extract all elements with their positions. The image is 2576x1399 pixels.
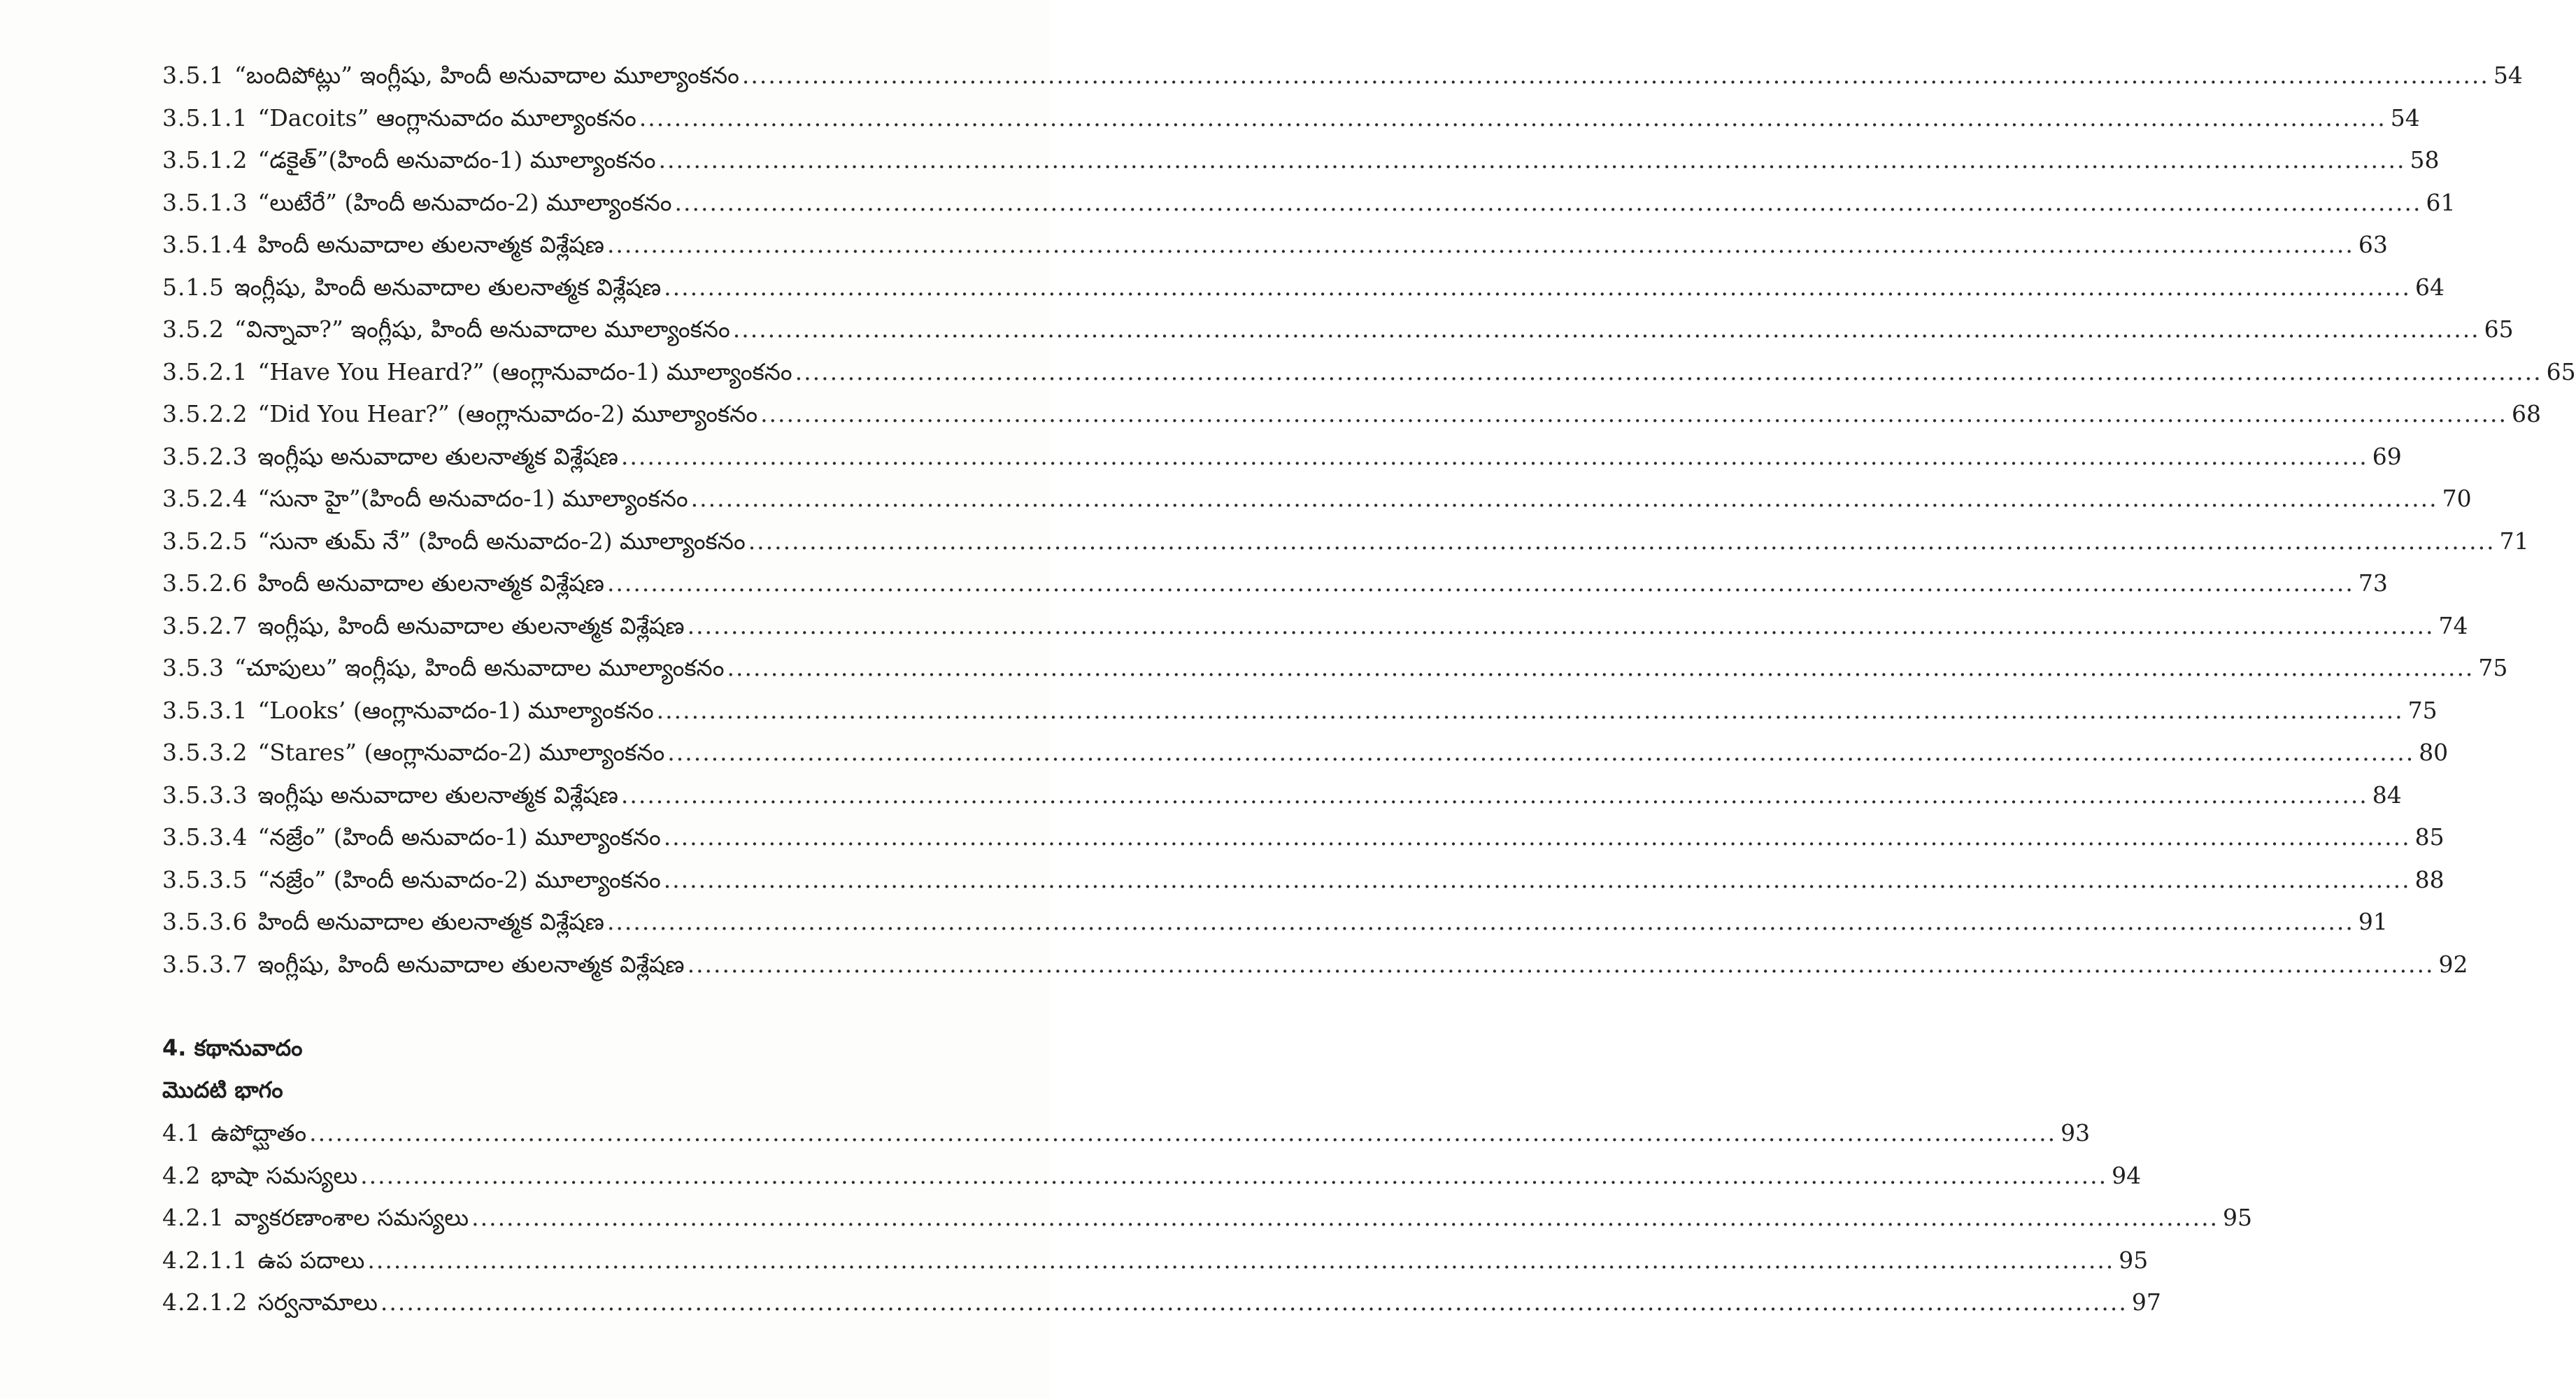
toc-entry-title: “సునా తుమ్ నే” (హిందీ అనువాదం-2) మూల్యాంకనం (257, 527, 746, 555)
toc-entry-page-number: 70 (2442, 485, 2472, 512)
toc-entry-title: “Have You Heard?” (ఆంగ్లానువాదం-1) మూల్యాంకనం (257, 357, 792, 385)
toc-entry (162, 1155, 2142, 1198)
toc-entry (162, 478, 2472, 520)
toc-entry-leader-dots (657, 690, 2404, 732)
toc-entry-page-number: 71 (2499, 527, 2529, 555)
toc-entry-leader-dots (691, 478, 2438, 520)
toc-entry-number: 4.2.1.1 (162, 1246, 248, 1274)
toc-entry-page-number: 73 (2358, 569, 2388, 597)
toc-entry-page-number: 94 (2112, 1161, 2142, 1189)
toc-entry (162, 224, 2388, 267)
toc-entry-number: 3.5.2.3 (162, 442, 248, 470)
toc-entry-page-number: 74 (2438, 611, 2468, 639)
toc-entry-leader-dots (664, 859, 2411, 901)
chapter-heading: 4. కథానువాదం (162, 1035, 303, 1061)
toc-list-part2 (162, 1112, 2253, 1324)
toc-entry-number: 3.5.3.1 (162, 696, 248, 724)
toc-entry (162, 774, 2402, 817)
toc-entry-page-number: 88 (2414, 865, 2445, 893)
toc-entry-number: 3.5.3.7 (162, 950, 248, 978)
toc-entry-title: “సునా హై”(హిందీ అనువాదం-1) మూల్యాంకనం (257, 485, 688, 512)
toc-entry-number: 3.5.2.5 (162, 527, 248, 555)
toc-entry (162, 267, 2445, 309)
toc-entry-title: “విన్నావా?” ఇంగ్లీషు, హిందీ అనువాదాల మూల్యాంకనం (234, 315, 730, 343)
toc-entry-page-number: 93 (2061, 1119, 2091, 1146)
toc-entry-title: “బందిపోట్లు” ఇంగ్లీషు, హిందీ అనువాదాల మూల్యాంకనం (234, 62, 739, 89)
toc-entry-page-number: 91 (2358, 908, 2388, 935)
toc-entry-number: 3.5.2.7 (162, 611, 248, 639)
toc-entry-leader-dots (742, 55, 2489, 97)
toc-entry-page-number: 61 (2426, 188, 2456, 216)
toc-entry-title: ఇంగ్లీషు, హిందీ అనువాదాల తులనాత్మక విశ్లేషణ (234, 273, 662, 301)
toc-entry-leader-dots (607, 224, 2354, 266)
toc-entry-page-number: 84 (2372, 781, 2402, 809)
toc-entry-page-number: 54 (2390, 104, 2420, 132)
toc-entry-page-number: 95 (2119, 1246, 2149, 1274)
toc-entry (162, 732, 2449, 774)
toc-entry-title: హిందీ అనువాదాల తులనాత్మక విశ్లేషణ (257, 569, 604, 597)
toc-entry-title: “Stares” (ఆంగ్లానువాదం-2) మూల్యాంకనం (257, 739, 665, 766)
toc-entry (162, 182, 2456, 225)
toc-entry-number: 4.1 (162, 1119, 201, 1146)
toc-entry (162, 901, 2388, 944)
toc-list-part1 (162, 55, 2576, 986)
toc-entry (162, 816, 2445, 859)
toc-entry-title: ఇంగ్లీషు, హిందీ అనువాదాల తులనాత్మక విశ్లేషణ (257, 950, 685, 978)
toc-entry-page-number: 64 (2415, 273, 2445, 301)
toc-entry-page-number: 58 (2410, 146, 2440, 173)
toc-entry-title: ఇంగ్లీషు అనువాదాల తులనాత్మక విశ్లేషణ (257, 442, 618, 470)
toc-entry-leader-dots (664, 267, 2411, 308)
toc-entry (162, 351, 2576, 394)
toc-entry-title: “చూపులు” ఇంగ్లీషు, హిందీ అనువాదాల మూల్యాంకనం (234, 654, 725, 681)
toc-entry-number: 4.2.1 (162, 1204, 225, 1231)
toc-entry-page-number: 54 (2493, 62, 2523, 89)
toc-entry-number: 3.5.3.2 (162, 739, 248, 766)
toc-entry-number: 3.5.2.6 (162, 569, 248, 597)
toc-entry-title: “నజ్రేం” (హిందీ అనువాదం-1) మూల్యాంకనం (257, 823, 661, 851)
toc-entry-leader-dots (367, 1240, 2114, 1281)
toc-entry-number: 3.5.1.4 (162, 231, 248, 258)
toc-entry-page-number: 65 (2546, 357, 2576, 385)
toc-entry (162, 944, 2468, 986)
toc-entry-leader-dots (309, 1112, 2056, 1154)
toc-entry (162, 690, 2438, 732)
toc-entry-leader-dots (607, 562, 2354, 604)
toc-entry-leader-dots (727, 647, 2474, 689)
chapter-section (162, 1027, 904, 1111)
toc-entry-number: 4.2 (162, 1161, 201, 1189)
toc-entry (162, 1112, 2091, 1155)
toc-entry-title: “Dacoits” ఆంగ్లానువాదం మూల్యాంకనం (257, 104, 636, 132)
toc-entry-page-number: 68 (2512, 400, 2542, 427)
toc-entry (162, 647, 2508, 690)
toc-entry-title: “లుటేరే” (హిందీ అనువాదం-2) మూల్యాంకనం (257, 188, 672, 216)
toc-entry (162, 55, 2523, 97)
toc-entry (162, 605, 2468, 648)
toc-entry-leader-dots (360, 1155, 2107, 1197)
toc-entry-leader-dots (380, 1281, 2128, 1323)
toc-entry-title: “డకైత్”(హిందీ అనువాదం-1) మూల్యాంకనం (257, 146, 656, 173)
toc-entry-leader-dots (659, 139, 2406, 181)
toc-entry-number: 3.5.3.4 (162, 823, 248, 851)
toc-entry (162, 393, 2542, 436)
toc-entry-title: భాషా సమస్యలు (211, 1161, 358, 1189)
toc-entry-title: ఇంగ్లీషు, హిందీ అనువాదాల తులనాత్మక విశ్లేషణ (257, 611, 685, 639)
toc-entry-leader-dots (639, 97, 2386, 139)
toc-entry-leader-dots (733, 308, 2480, 350)
toc-entry-number: 3.5.2.2 (162, 400, 248, 427)
toc-entry-title: హిందీ అనువాదాల తులనాత్మక విశ్లేషణ (257, 231, 604, 258)
toc-entry-number: 3.5.2 (162, 315, 225, 343)
toc-entry (162, 859, 2445, 902)
toc-entry-title: హిందీ అనువాదాల తులనాత్మక విశ్లేషణ (257, 908, 604, 935)
toc-entry-page-number: 63 (2358, 231, 2388, 258)
toc-entry-title: ఉపోద్ఘాతం (211, 1119, 307, 1146)
toc-entry-leader-dots (621, 436, 2368, 478)
toc-entry-number: 4.2.1.2 (162, 1288, 248, 1316)
toc-entry-title: “Did You Hear?” (ఆంగ్లానువాదం-2) మూల్యాంకనం (257, 400, 758, 427)
toc-entry-title: “Looks’ (ఆంగ్లానువాదం-1) మూల్యాంకనం (257, 696, 654, 724)
toc-entry (162, 562, 2388, 605)
toc-entry-number: 5.1.5 (162, 273, 225, 301)
toc-entry-title: వ్యాకరణాంశాల సమస్యలు (234, 1204, 469, 1231)
toc-entry (162, 520, 2529, 563)
toc-entry-leader-dots (471, 1197, 2219, 1239)
toc-entry-number: 3.5.2.1 (162, 357, 248, 385)
toc-entry-number: 3.5.1 (162, 62, 225, 89)
toc-entry (162, 139, 2440, 182)
toc-entry-page-number: 97 (2131, 1288, 2161, 1316)
toc-entry-number: 3.5.3.6 (162, 908, 248, 935)
toc-entry-leader-dots (664, 816, 2411, 858)
toc-entry-title: ఇంగ్లీషు అనువాదాల తులనాత్మక విశ్లేషణ (257, 781, 618, 809)
toc-entry (162, 97, 2420, 140)
toc-entry-leader-dots (667, 732, 2414, 774)
toc-entry-leader-dots (748, 520, 2496, 562)
toc-entry-page-number: 92 (2438, 950, 2468, 978)
toc-entry-page-number: 75 (2478, 654, 2508, 681)
toc-entry-number: 3.5.3 (162, 654, 225, 681)
toc-entry (162, 1197, 2253, 1240)
toc-entry-page-number: 95 (2223, 1204, 2253, 1231)
toc-entry (162, 1281, 2161, 1324)
toc-entry-title: సర్వనామాలు (257, 1288, 378, 1316)
toc-entry-leader-dots (760, 393, 2507, 435)
toc-entry-leader-dots (688, 944, 2435, 986)
toc-entry-leader-dots (675, 182, 2422, 224)
toc-entry-leader-dots (621, 774, 2368, 816)
toc-entry-page-number: 69 (2372, 442, 2402, 470)
toc-entry (162, 1240, 2149, 1282)
toc-entry-leader-dots (688, 605, 2435, 647)
toc-entry-page-number: 80 (2419, 739, 2449, 766)
toc-entry-leader-dots (607, 901, 2354, 943)
toc-entry-number: 3.5.3.3 (162, 781, 248, 809)
toc-entry-title: ఉప పదాలు (257, 1246, 365, 1274)
toc-entry-page-number: 65 (2484, 315, 2514, 343)
part-heading: మొదటి భాగం (162, 1077, 283, 1103)
toc-entry-title: “నజ్రేం” (హిందీ అనువాదం-2) మూల్యాంకనం (257, 865, 661, 893)
toc-entry-number: 3.5.1.2 (162, 146, 248, 173)
toc-entry-number: 3.5.3.5 (162, 865, 248, 893)
toc-entry-number: 3.5.1.1 (162, 104, 248, 132)
toc-entry-page-number: 75 (2407, 696, 2438, 724)
toc-entry-number: 3.5.1.3 (162, 188, 248, 216)
toc-entry (162, 308, 2514, 351)
toc-entry-number: 3.5.2.4 (162, 485, 248, 512)
toc-entry (162, 436, 2402, 478)
toc-entry-leader-dots (795, 351, 2542, 393)
toc-entry-page-number: 85 (2414, 823, 2445, 851)
